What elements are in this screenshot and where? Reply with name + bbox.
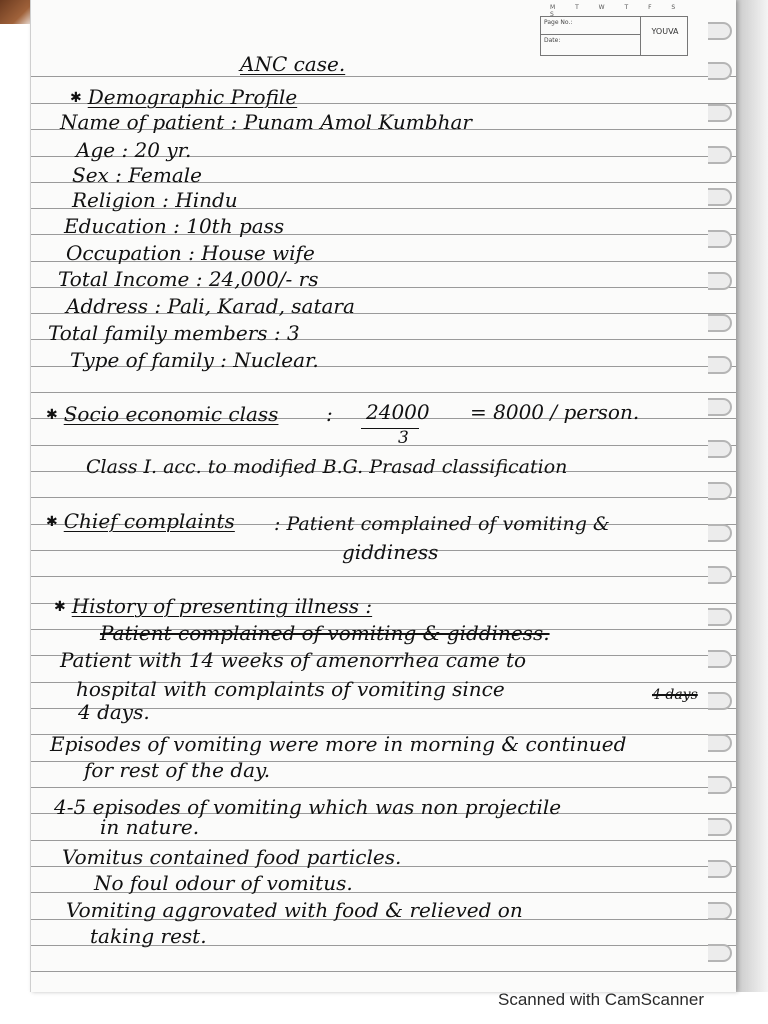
family-denominator: 3	[398, 428, 409, 448]
history-line: hospital with complaints of vomiting since	[76, 677, 505, 701]
struck-out-line: Patient complained of vomiting & giddiness.	[100, 621, 550, 645]
total-income: Total Income : 24,000/- rs	[58, 267, 319, 291]
binding-shadow	[735, 0, 768, 992]
patient-address: Address : Pali, Karad, satara	[66, 294, 355, 318]
notebook-brand: YOUVA	[651, 27, 679, 36]
patient-education: Education : 10th pass	[64, 214, 285, 238]
history-line: 4-5 episodes of vomiting which was non projectile	[54, 795, 562, 819]
history-line: Episodes of vomiting were more in morning & continued	[50, 732, 627, 756]
page-no-label: Page No.:	[541, 17, 641, 35]
history-line: taking rest.	[90, 924, 207, 948]
family-type: Type of family : Nuclear.	[70, 348, 319, 372]
star-bullet-icon: ✱	[70, 90, 82, 106]
history-line: for rest of the day.	[84, 758, 271, 782]
chief-complaints-heading: ✱ Chief complaints	[46, 509, 235, 533]
socio-economic-heading: ✱ Socio economic class	[46, 402, 279, 426]
history-line: Vomitus contained food particles.	[62, 845, 402, 869]
patient-occupation: Occupation : House wife	[66, 241, 315, 265]
history-line: Patient with 14 weeks of amenorrhea came to	[60, 648, 527, 672]
patient-sex: Sex : Female	[72, 163, 203, 187]
patient-age: Age : 20 yr.	[76, 138, 192, 162]
chief-complaints-continued: giddiness	[342, 540, 439, 564]
socio-separator: :	[326, 402, 333, 426]
page-title: ANC case.	[240, 52, 346, 76]
fraction-bar	[361, 428, 419, 429]
chief-complaints-text: : Patient complained of vomiting &	[274, 513, 610, 535]
weekday-markers: M T W T F S S	[550, 4, 685, 18]
family-members: Total family members : 3	[48, 321, 300, 345]
history-line: in nature.	[100, 815, 200, 839]
date-label: Date:	[541, 35, 641, 55]
history-heading: ✱ History of presenting illness :	[54, 594, 373, 618]
page-date-box	[540, 16, 688, 56]
demographic-heading: ✱ Demographic Profile	[70, 85, 298, 109]
star-bullet-icon: ✱	[46, 407, 58, 423]
patient-name: Name of patient : Punam Amol Kumbhar	[60, 110, 472, 134]
history-line: 4 days.	[78, 700, 150, 724]
history-line: No foul odour of vomitus.	[94, 871, 353, 895]
income-numerator: 24000	[366, 400, 430, 424]
star-bullet-icon: ✱	[54, 599, 66, 615]
scanner-watermark: Scanned with CamScanner	[498, 990, 705, 1009]
star-bullet-icon: ✱	[46, 514, 58, 530]
socio-class-line: Class I. acc. to modified B.G. Prasad classification	[86, 456, 568, 478]
history-line: Vomiting aggrovated with food & relieved on	[66, 898, 523, 922]
struck-word: 4 days	[652, 687, 698, 703]
patient-religion: Religion : Hindu	[72, 188, 238, 212]
per-capita-result: = 8000 / person.	[470, 400, 640, 424]
